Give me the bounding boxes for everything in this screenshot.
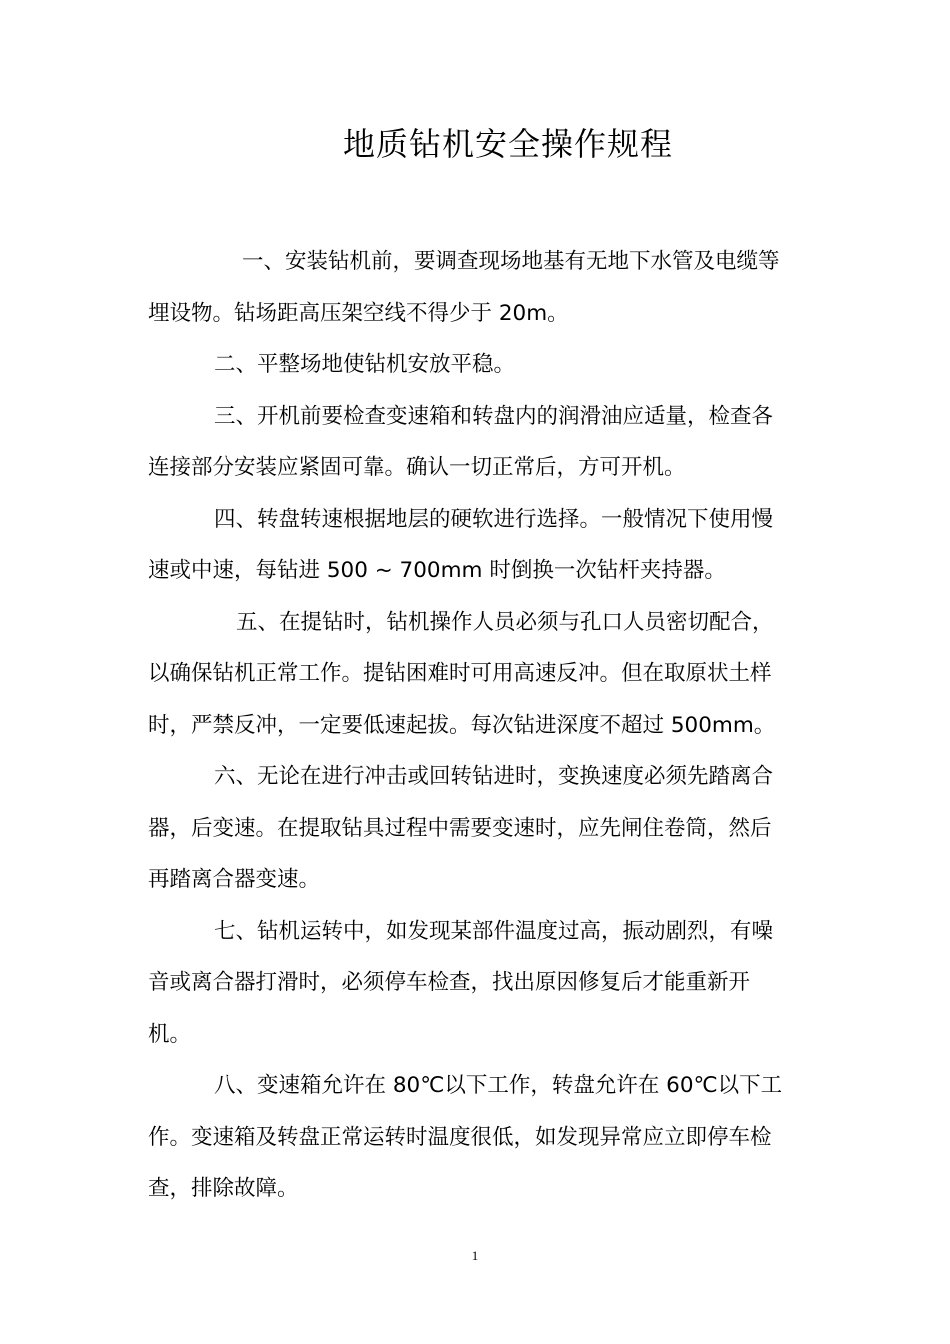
paragraph-8-line-1: 八、变速箱允许在 80℃以下工作，转盘允许在 60℃以下工 — [214, 1073, 783, 1098]
paragraph-5-line-2: 以确保钻机正常工作。提钻困难时可用高速反冲。但在取原状土样 — [148, 661, 772, 686]
paragraph-5-line-1: 五、在提钻时，钻机操作人员必须与孔口人员密切配合， — [236, 610, 774, 635]
page-number: 1 — [471, 1248, 479, 1263]
paragraph-7-line-2: 音或离合器打滑时，必须停车检查，找出原因修复后才能重新开 — [148, 970, 751, 995]
paragraph-7-line-3: 机。 — [148, 1022, 192, 1047]
paragraph-6-line-3: 再踏离合器变速。 — [148, 867, 321, 892]
paragraph-6-line-2: 器，后变速。在提取钻具过程中需要变速时，应先闸住卷筒，然后 — [148, 816, 772, 841]
document-title: 地质钻机安全操作规程 — [342, 125, 673, 163]
paragraph-8-line-2: 作。变速箱及转盘正常运转时温度很低，如发现异常应立即停车检 — [148, 1125, 772, 1150]
paragraph-8-line-3: 查，排除故障。 — [148, 1176, 299, 1201]
paragraph-4-line-1: 四、转盘转速根据地层的硬软进行选择。一般情况下使用慢 — [214, 507, 774, 532]
paragraph-5-line-3: 时，严禁反冲，一定要低速起拔。每次钻进深度不超过 500mm。 — [148, 713, 776, 738]
paragraph-7-line-1: 七、钻机运转中，如发现某部件温度过高，振动剧烈，有噪 — [214, 919, 774, 944]
paragraph-4-line-2: 速或中速，每钻进 500 ~ 700mm 时倒换一次钻杆夹持器。 — [148, 558, 726, 583]
paragraph-1-line-1: 一、安装钻机前，要调查现场地基有无地下水管及电缆等 — [242, 249, 780, 274]
paragraph-1-line-2: 埋设物。钻场距高压架空线不得少于 20m。 — [148, 301, 569, 326]
paragraph-2-line-1: 二、平整场地使钻机安放平稳。 — [214, 352, 516, 377]
paragraph-3-line-2: 连接部分安装应紧固可靠。确认一切正常后，方可开机。 — [148, 455, 686, 480]
paragraph-6-line-1: 六、无论在进行冲击或回转钻进时，变换速度必须先踏离合 — [214, 764, 774, 789]
paragraph-3-line-1: 三、开机前要检查变速箱和转盘内的润滑油应适量，检查各 — [214, 404, 774, 429]
